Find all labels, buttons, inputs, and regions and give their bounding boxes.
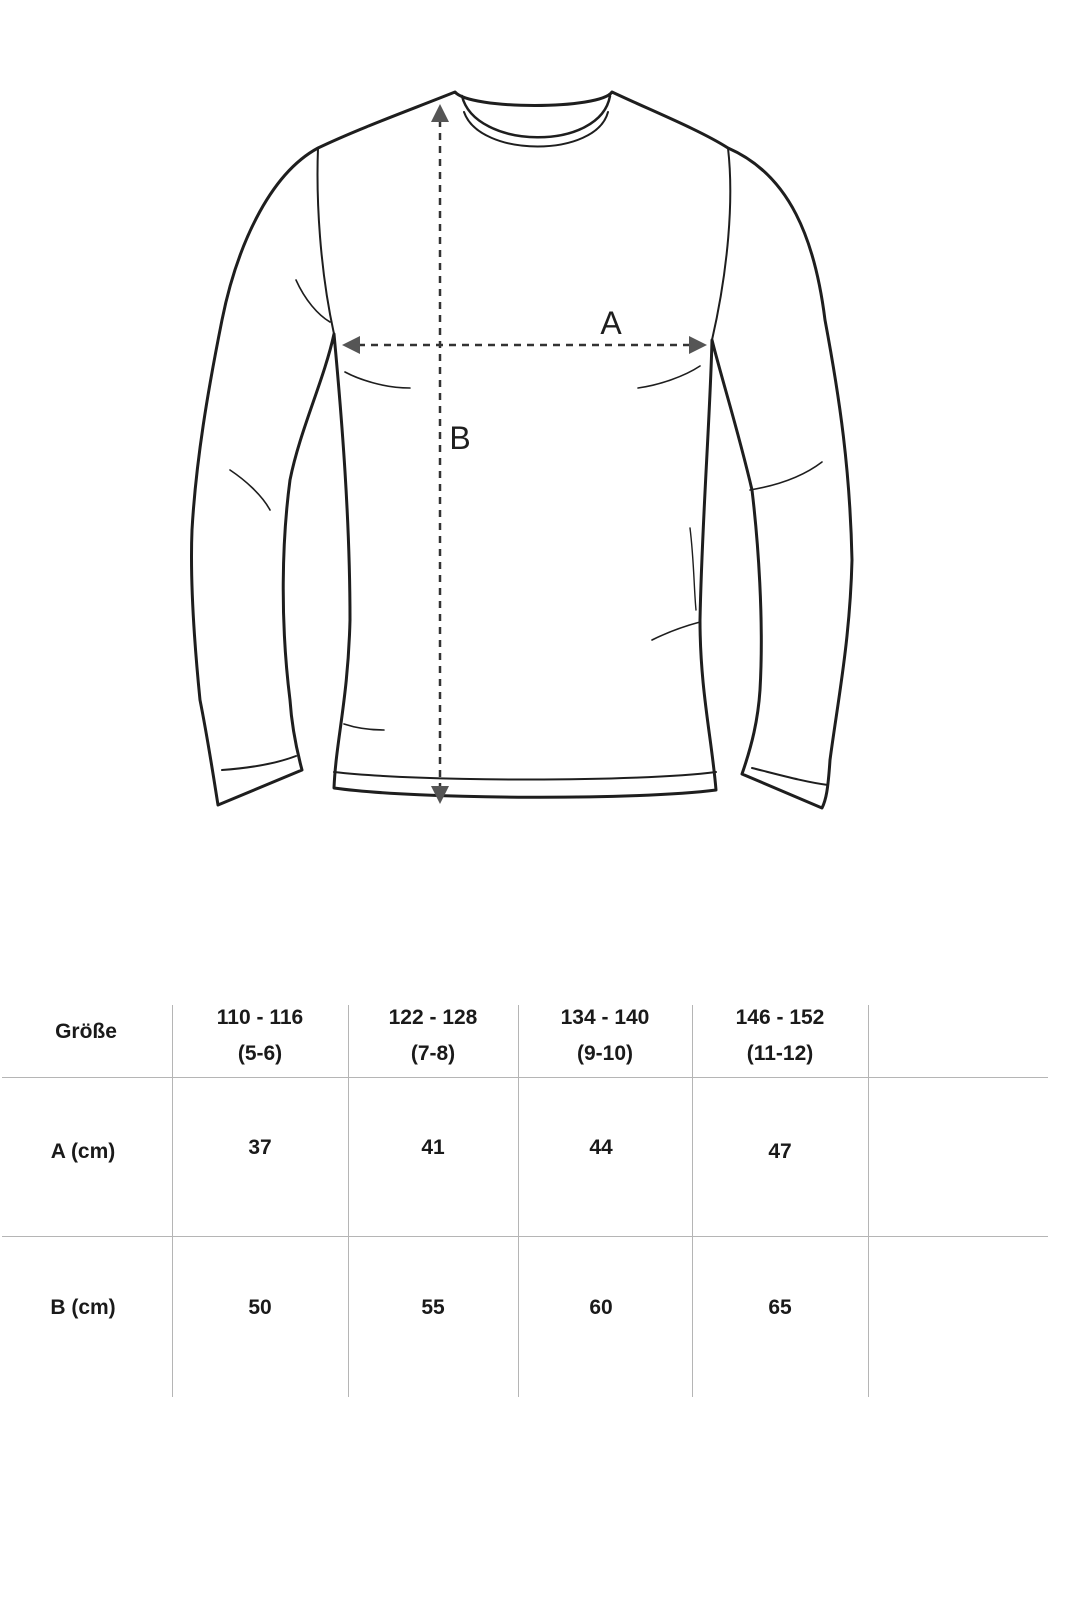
table-cell: 41 <box>421 1136 445 1159</box>
table-cell: 44 <box>589 1136 613 1159</box>
table-cell: 65 <box>768 1296 792 1319</box>
age-range: (9-10) <box>576 1042 634 1065</box>
size-column-header <box>518 1000 692 1072</box>
table-divider <box>2 1077 1048 1078</box>
label-b: B <box>449 420 471 456</box>
size-column-header <box>172 1000 348 1072</box>
size-range: 122 - 128 <box>388 1006 478 1029</box>
age-range: (5-6) <box>237 1042 283 1065</box>
size-range: 146 - 152 <box>735 1006 825 1029</box>
table-cell: 37 <box>248 1136 272 1159</box>
table-cell: 50 <box>248 1296 272 1319</box>
age-range: (7-8) <box>410 1042 456 1065</box>
label-a: A <box>600 305 622 341</box>
header-label: Größe <box>55 1020 117 1043</box>
size-range: 110 - 116 <box>216 1006 304 1029</box>
size-range: 134 - 140 <box>560 1006 650 1029</box>
table-cell: 55 <box>421 1296 445 1319</box>
size-column-header <box>348 1000 518 1072</box>
table-cell: 47 <box>768 1140 792 1163</box>
table-cell: 60 <box>589 1296 613 1319</box>
row-label-b: B (cm) <box>50 1296 116 1319</box>
table-divider <box>868 1005 869 1397</box>
table-divider <box>2 1236 1048 1237</box>
size-column-header <box>692 1000 868 1072</box>
row-label-a: A (cm) <box>50 1140 116 1163</box>
age-range: (11-12) <box>746 1042 814 1065</box>
